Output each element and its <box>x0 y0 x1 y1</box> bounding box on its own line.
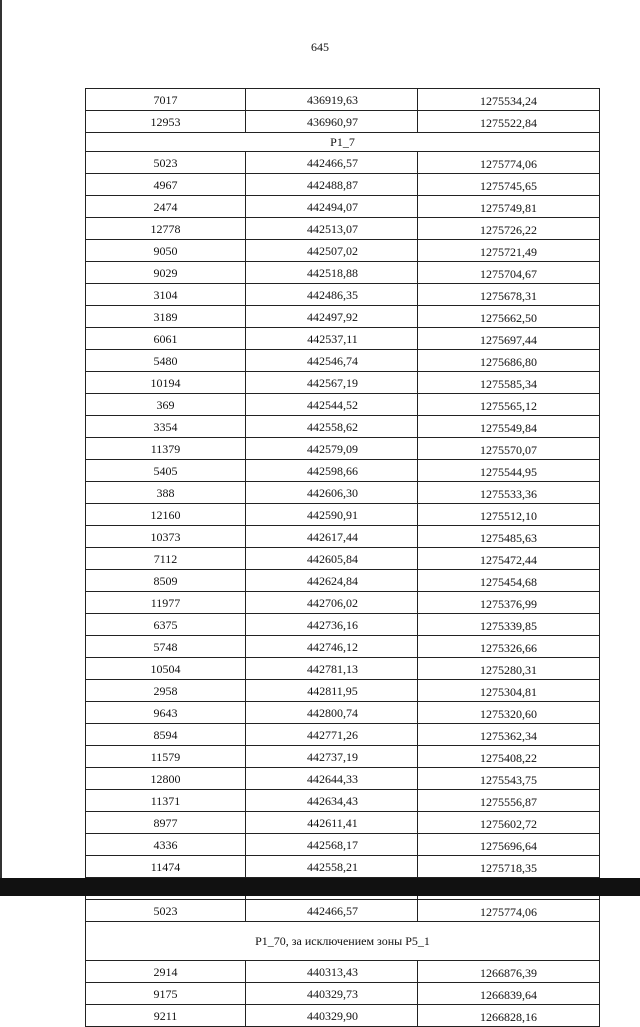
x-coordinate-cell: 442634,43 <box>246 790 418 812</box>
y-coordinate-cell: 1266839,64 <box>418 983 600 1005</box>
table-row <box>86 416 600 438</box>
y-coordinate-cell: 1275726,22 <box>418 218 600 240</box>
point-number-cell: 12953 <box>86 111 246 133</box>
x-coordinate-cell: 442497,92 <box>246 306 418 328</box>
y-coordinate-cell: 1275454,68 <box>418 570 600 592</box>
x-coordinate-cell: 442494,07 <box>246 196 418 218</box>
point-number-cell: 7112 <box>86 548 246 570</box>
table-row <box>86 438 600 460</box>
x-coordinate-cell: 440329,73 <box>246 983 418 1005</box>
table-row <box>86 983 600 1005</box>
y-coordinate-cell: 1275512,10 <box>418 504 600 526</box>
x-coordinate-cell: 442579,09 <box>246 438 418 460</box>
table-row <box>86 306 600 328</box>
table-row <box>86 680 600 702</box>
point-number-cell: 9175 <box>86 983 246 1005</box>
table-row <box>86 961 600 983</box>
table-row <box>86 504 600 526</box>
section-heading: P1_70, за исключением зоны P5_1 <box>86 922 600 961</box>
point-number-cell: 5480 <box>86 350 246 372</box>
point-number-cell: 12778 <box>86 218 246 240</box>
section-heading-row <box>86 922 600 961</box>
point-number-cell: 2914 <box>86 961 246 983</box>
x-coordinate-cell: 442606,30 <box>246 482 418 504</box>
point-number-cell: 5748 <box>86 636 246 658</box>
x-coordinate-cell: 442466,57 <box>246 152 418 174</box>
x-coordinate-cell: 442811,95 <box>246 680 418 702</box>
page-number: 645 <box>311 40 329 54</box>
y-coordinate-cell: 1275570,07 <box>418 438 600 460</box>
table-row <box>86 636 600 658</box>
x-coordinate-cell: 442624,84 <box>246 570 418 592</box>
y-coordinate-cell: 1275376,99 <box>418 592 600 614</box>
y-coordinate-cell: 1275697,44 <box>418 328 600 350</box>
table-row <box>86 746 600 768</box>
y-coordinate-cell: 1275678,31 <box>418 284 600 306</box>
x-coordinate-cell: 442590,91 <box>246 504 418 526</box>
point-number-cell: 5405 <box>86 460 246 482</box>
y-coordinate-cell: 1266876,39 <box>418 961 600 983</box>
point-number-cell: 2474 <box>86 196 246 218</box>
point-number-cell: 10504 <box>86 658 246 680</box>
table-row <box>86 262 600 284</box>
point-number-cell: 388 <box>86 482 246 504</box>
point-number-cell: 11579 <box>86 746 246 768</box>
point-number-cell: 8594 <box>86 724 246 746</box>
x-coordinate-cell: 442737,19 <box>246 746 418 768</box>
x-coordinate-cell: 442605,84 <box>246 548 418 570</box>
y-coordinate-cell: 1275718,35 <box>418 856 600 878</box>
point-number-cell: 5023 <box>86 152 246 174</box>
table-row <box>86 658 600 680</box>
x-coordinate-cell: 442611,41 <box>246 812 418 834</box>
x-coordinate-cell: 442746,12 <box>246 636 418 658</box>
point-number-cell: 9643 <box>86 702 246 724</box>
section-heading: P1_7 <box>86 133 600 152</box>
point-number-cell: 3354 <box>86 416 246 438</box>
y-coordinate-cell: 1275485,63 <box>418 526 600 548</box>
y-coordinate-cell: 1275522,84 <box>418 111 600 133</box>
table-row <box>86 526 600 548</box>
table-row <box>86 196 600 218</box>
x-coordinate-cell: 436919,63 <box>246 89 418 111</box>
table-row <box>86 900 600 922</box>
table-row <box>86 702 600 724</box>
point-number-cell: 4967 <box>86 174 246 196</box>
table-row <box>86 174 600 196</box>
x-coordinate-cell: 442800,74 <box>246 702 418 724</box>
table-row <box>86 614 600 636</box>
table-row <box>86 394 600 416</box>
table-row <box>86 460 600 482</box>
point-number-cell: 7017 <box>86 89 246 111</box>
table-row <box>86 548 600 570</box>
y-coordinate-cell: 1266828,16 <box>418 1005 600 1027</box>
point-number-cell: 10194 <box>86 372 246 394</box>
point-number-cell: 4336 <box>86 834 246 856</box>
x-coordinate-cell: 440313,43 <box>246 961 418 983</box>
y-coordinate-cell: 1275774,06 <box>418 152 600 174</box>
table-row <box>86 372 600 394</box>
y-coordinate-cell: 1275774,06 <box>418 900 600 922</box>
y-coordinate-cell: 1275696,64 <box>418 834 600 856</box>
point-number-cell: 5023 <box>86 900 246 922</box>
point-number-cell: 3189 <box>86 306 246 328</box>
y-coordinate-cell: 1275749,81 <box>418 196 600 218</box>
y-coordinate-cell: 1275362,34 <box>418 724 600 746</box>
point-number-cell: 11379 <box>86 438 246 460</box>
x-coordinate-cell: 442537,11 <box>246 328 418 350</box>
table-row <box>86 328 600 350</box>
y-coordinate-cell: 1275745,65 <box>418 174 600 196</box>
y-coordinate-cell: 1275304,81 <box>418 680 600 702</box>
point-number-cell: 11371 <box>86 790 246 812</box>
point-number-cell: 369 <box>86 394 246 416</box>
x-coordinate-cell: 442544,52 <box>246 394 418 416</box>
y-coordinate-cell: 1275534,24 <box>418 89 600 111</box>
table-row <box>86 768 600 790</box>
y-coordinate-cell: 1275686,80 <box>418 350 600 372</box>
point-number-cell: 12160 <box>86 504 246 526</box>
table-row <box>86 570 600 592</box>
y-coordinate-cell: 1275339,85 <box>418 614 600 636</box>
table-row <box>86 856 600 878</box>
y-coordinate-cell: 1275602,72 <box>418 812 600 834</box>
x-coordinate-cell: 442486,35 <box>246 284 418 306</box>
point-number-cell: 6375 <box>86 614 246 636</box>
table-row <box>86 111 600 133</box>
x-coordinate-cell: 442644,33 <box>246 768 418 790</box>
y-coordinate-cell: 1275585,34 <box>418 372 600 394</box>
x-coordinate-cell: 442466,57 <box>246 900 418 922</box>
point-number-cell: 11977 <box>86 592 246 614</box>
x-coordinate-cell: 442568,17 <box>246 834 418 856</box>
x-coordinate-cell: 442598,66 <box>246 460 418 482</box>
point-number-cell: 9029 <box>86 262 246 284</box>
table-row <box>86 240 600 262</box>
table-row <box>86 834 600 856</box>
x-coordinate-cell: 442771,26 <box>246 724 418 746</box>
point-number-cell: 10373 <box>86 526 246 548</box>
x-coordinate-cell: 442507,02 <box>246 240 418 262</box>
point-number-cell: 6061 <box>86 328 246 350</box>
y-coordinate-cell: 1275704,67 <box>418 262 600 284</box>
point-number-cell: 2958 <box>86 680 246 702</box>
x-coordinate-cell: 442736,16 <box>246 614 418 636</box>
y-coordinate-cell: 1275556,87 <box>418 790 600 812</box>
point-number-cell: 11474 <box>86 856 246 878</box>
x-coordinate-cell: 442558,21 <box>246 856 418 878</box>
table-row <box>86 350 600 372</box>
table-row <box>86 218 600 240</box>
y-coordinate-cell: 1275544,95 <box>418 460 600 482</box>
y-coordinate-cell: 1275472,44 <box>418 548 600 570</box>
point-number-cell: 9211 <box>86 1005 246 1027</box>
scan-left-edge <box>0 0 2 896</box>
table-row <box>86 284 600 306</box>
x-coordinate-cell: 442558,62 <box>246 416 418 438</box>
x-coordinate-cell: 442518,88 <box>246 262 418 284</box>
x-coordinate-cell: 442567,19 <box>246 372 418 394</box>
point-number-cell: 3104 <box>86 284 246 306</box>
y-coordinate-cell: 1275326,66 <box>418 636 600 658</box>
x-coordinate-cell: 442513,07 <box>246 218 418 240</box>
table-row <box>86 724 600 746</box>
table-row <box>86 1005 600 1027</box>
y-coordinate-cell: 1275721,49 <box>418 240 600 262</box>
point-number-cell: 12800 <box>86 768 246 790</box>
y-coordinate-cell: 1275320,60 <box>418 702 600 724</box>
table-row <box>86 592 600 614</box>
x-coordinate-cell: 442488,87 <box>246 174 418 196</box>
x-coordinate-cell: 442706,02 <box>246 592 418 614</box>
y-coordinate-cell: 1275549,84 <box>418 416 600 438</box>
table-row <box>86 89 600 111</box>
y-coordinate-cell: 1275662,50 <box>418 306 600 328</box>
table-row <box>86 812 600 834</box>
section-heading-row <box>86 133 600 152</box>
scan-bottom-edge <box>0 878 640 896</box>
point-number-cell: 8977 <box>86 812 246 834</box>
y-coordinate-cell: 1275533,36 <box>418 482 600 504</box>
y-coordinate-cell: 1275565,12 <box>418 394 600 416</box>
y-coordinate-cell: 1275408,22 <box>418 746 600 768</box>
y-coordinate-cell: 1275543,75 <box>418 768 600 790</box>
table-row <box>86 790 600 812</box>
x-coordinate-cell: 442617,44 <box>246 526 418 548</box>
x-coordinate-cell: 442781,13 <box>246 658 418 680</box>
table-row <box>86 152 600 174</box>
point-number-cell: 8509 <box>86 570 246 592</box>
x-coordinate-cell: 440329,90 <box>246 1005 418 1027</box>
y-coordinate-cell: 1275280,31 <box>418 658 600 680</box>
table-row <box>86 482 600 504</box>
x-coordinate-cell: 436960,97 <box>246 111 418 133</box>
x-coordinate-cell: 442546,74 <box>246 350 418 372</box>
point-number-cell: 9050 <box>86 240 246 262</box>
